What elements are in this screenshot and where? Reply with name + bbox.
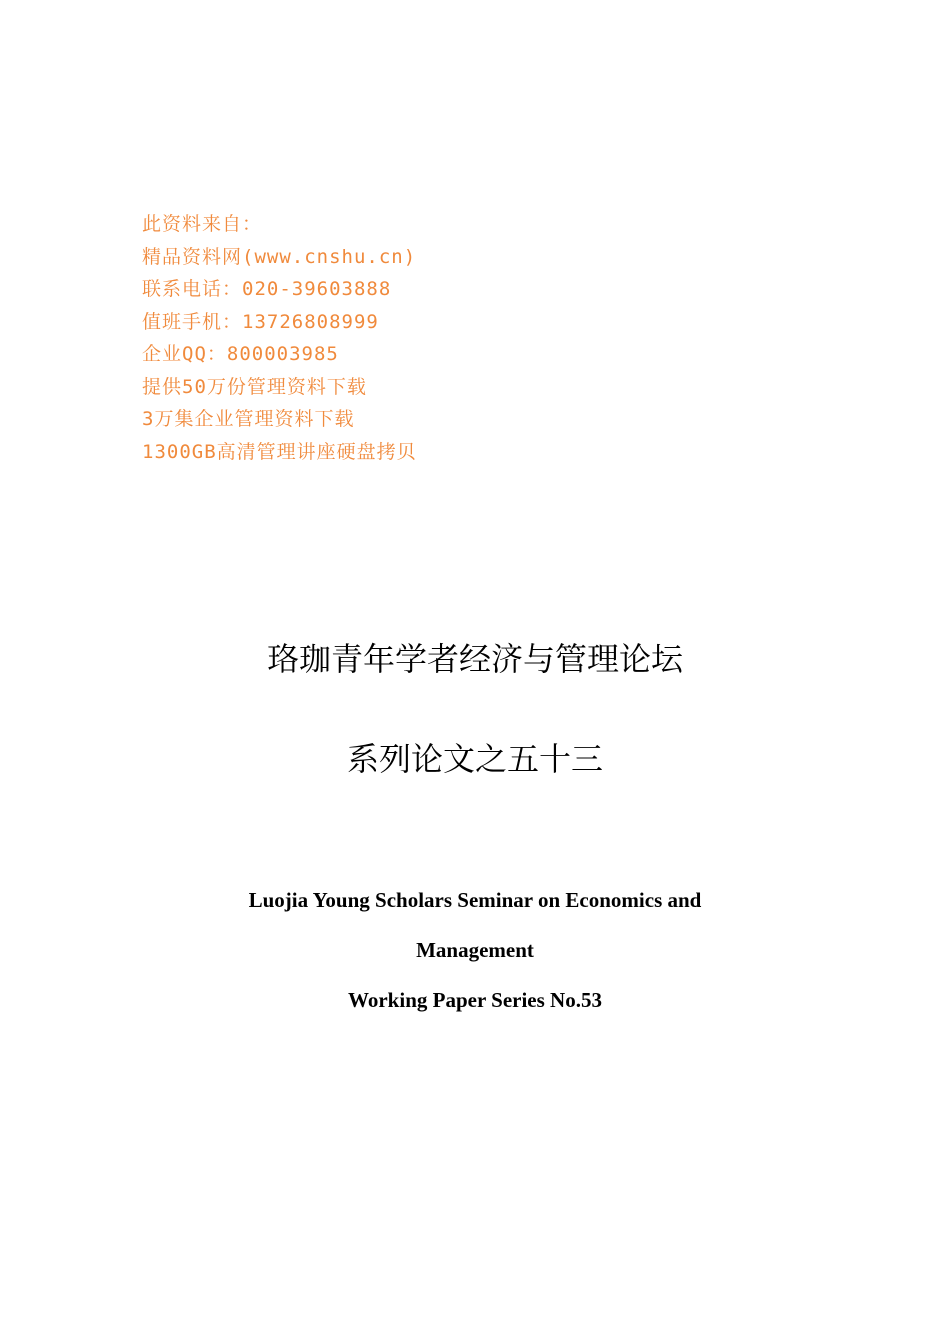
ad-line-offer-series: 3万集企业管理资料下载 bbox=[142, 408, 355, 430]
ad-line-phone: 联系电话：020-39603888 bbox=[142, 278, 392, 300]
advertisement-block bbox=[142, 208, 562, 468]
ad-line-source: 此资料来自： bbox=[142, 213, 263, 235]
ad-line-offer-docs: 提供50万份管理资料下载 bbox=[142, 375, 367, 398]
ad-line-offer-lectures: 1300GB高清管理讲座硬盘拷贝 bbox=[142, 440, 417, 463]
english-title-line-2: Management bbox=[416, 938, 534, 962]
ad-line-qq: 企业QQ：800003985 bbox=[142, 343, 339, 365]
ad-line-mobile: 值班手机：13726808999 bbox=[142, 310, 379, 333]
english-series-number: Working Paper Series No.53 bbox=[348, 988, 602, 1012]
english-title-line-1: Luojia Young Scholars Seminar on Economics and bbox=[248, 888, 702, 912]
chinese-title-series: 系列论文之五十三 bbox=[346, 740, 603, 778]
ad-line-website: 精品资料网(www.cnshu.cn) bbox=[142, 245, 417, 268]
chinese-title-forum: 珞珈青年学者经济与管理论坛 bbox=[266, 640, 683, 678]
